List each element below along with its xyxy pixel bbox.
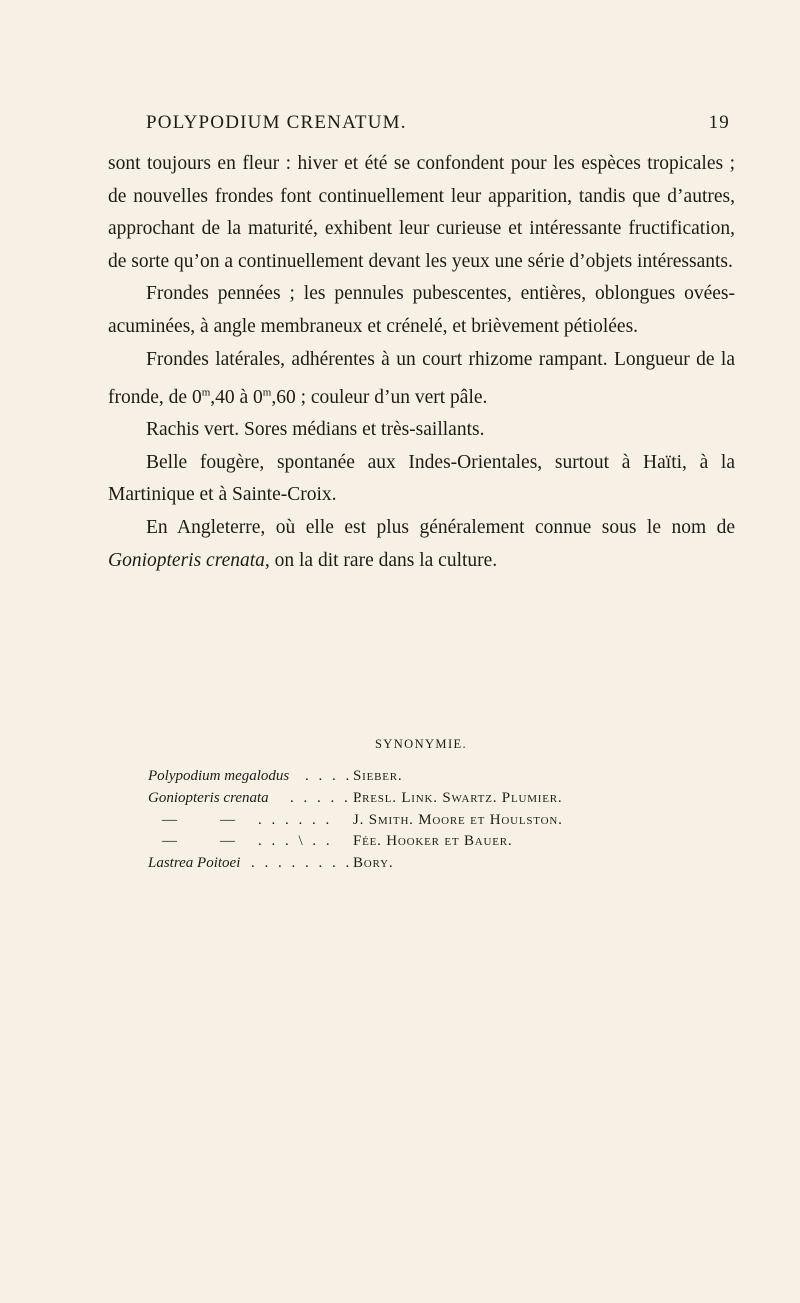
- paragraph-fronds-lateral-text: Frondes latérales, adhérentes à un court rhizome rampant. Longueur de la fronde, de 0$^m$,40 à 0$^m$,60 ; couleur d’un vert pâle.: [108, 348, 735, 408]
- ditto-dash: —: [220, 811, 235, 828]
- ditto-dash: —: [162, 833, 177, 850]
- synonym-name: Polypodium megalodus: [148, 768, 290, 784]
- paragraph-england-text: En Angleterre, où elle est plus généralement connue sous le nom de Goniopteris crenata, on la dit rare dans la culture.: [108, 517, 735, 571]
- dot-leader: . . . .: [305, 768, 353, 784]
- synonymy-list: [148, 768, 748, 877]
- running-title: POLYPODIUM CRENATUM.: [146, 112, 407, 133]
- page-number: 19: [708, 112, 730, 133]
- synonymy-row: [148, 812, 748, 834]
- dot-leader: . . . . . .: [258, 811, 333, 828]
- synonym-authority: Presl. Link. Swartz. Plumier.: [353, 789, 563, 806]
- synonym-authority: Fée. Hooker et Bauer.: [353, 833, 513, 850]
- dot-leader: . . . . . . . .: [251, 855, 353, 872]
- synonym-authority: J. Smith. Moore et Houlston.: [353, 811, 563, 828]
- synonym-authority: Sieber.: [353, 768, 403, 784]
- synonymy-row: [148, 855, 748, 877]
- paragraph-england: [108, 512, 735, 577]
- paragraph-origin: Belle fougère, spontanée aux Indes-Orientales, surtout à Haïti, à la Martinique et à Sainte-Croix.: [108, 451, 735, 506]
- synonymy-row: [148, 768, 748, 790]
- paragraph-fronds-pinnate: Frondes pennées ; les pennules pubescentes, entières, oblongues ovées-acuminées, à angle membraneux et crénelé, et brièvement pétiolées.: [108, 283, 735, 337]
- synonymy-row: [148, 833, 748, 855]
- dot-leader: . . . . . .: [290, 789, 365, 806]
- ditto-dash: —: [220, 833, 235, 850]
- running-head: [146, 112, 730, 138]
- ditto-dash: —: [162, 811, 177, 828]
- synonymy-heading: SYNONYMIE.: [374, 737, 468, 751]
- paragraph-continuation: sont toujours en fleur : hiver et été se confondent pour les espèces tropicales ; de nouvelles frondes font continuellement leur apparition, tandis que d’autres, approchant de la maturité, exhibent leur curieuse et intéressante fructification, de sorte qu’on a continuellement devant les yeux une série d’objets intéressants.: [108, 153, 735, 272]
- dot-leader: . . . \ . .: [258, 833, 333, 850]
- synonym-authority: Bory.: [353, 855, 394, 872]
- paragraph-rachis: Rachis vert. Sores médians et très-saillants.: [146, 419, 485, 441]
- synonymy-row: [148, 790, 748, 812]
- synonym-name: Goniopteris crenata: [148, 789, 269, 806]
- paragraph-fronds-lateral: [108, 344, 735, 415]
- synonym-name: Lastrea Poitoei: [148, 855, 241, 872]
- body-text: [108, 148, 735, 577]
